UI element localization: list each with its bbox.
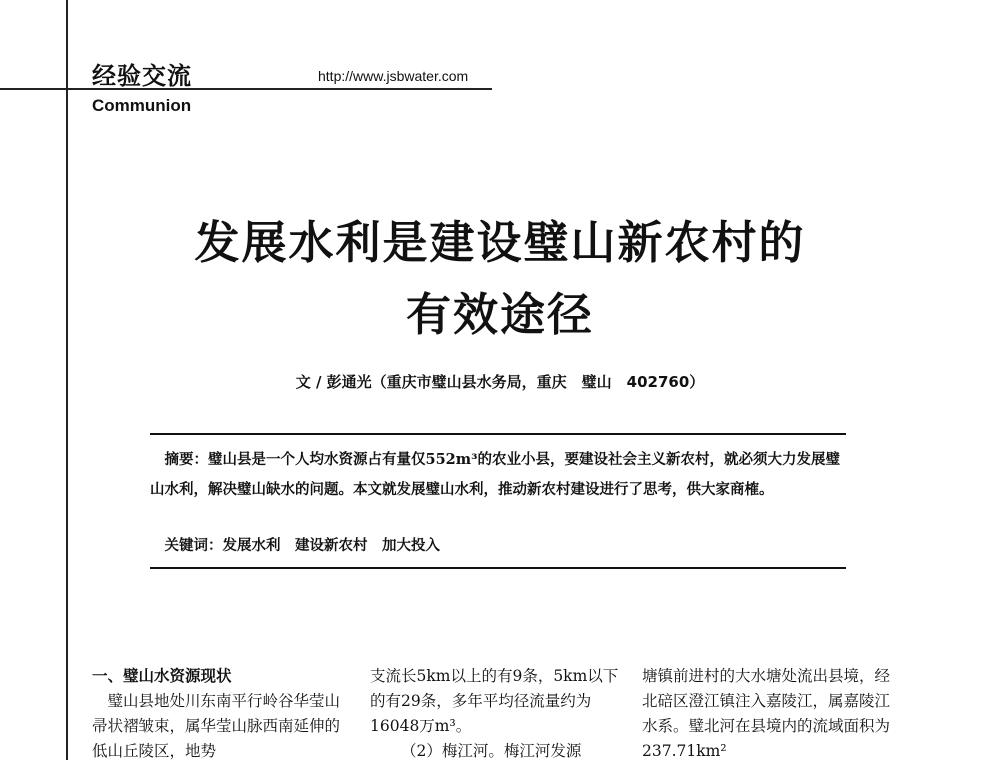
column-2-text-2 bbox=[370, 739, 622, 764]
website-url[interactable]: http://www.jsbwater.com bbox=[318, 68, 469, 84]
section-title: 经验交流 bbox=[92, 62, 192, 90]
column-1-text bbox=[92, 689, 344, 764]
article-title-line-1: 发展水利是建设璧山新农村的 bbox=[194, 216, 806, 269]
keywords-label: 关键词： bbox=[164, 537, 223, 554]
article-title-line-2: 有效途径 bbox=[405, 288, 594, 341]
body-column-2 bbox=[370, 664, 622, 764]
header-rule bbox=[0, 88, 492, 90]
column-2-text: 支流长5km以上的有9条，5km以下的有29条，多年平均径流量约为16048万m³。 bbox=[370, 667, 619, 735]
section-subtitle: Communion bbox=[92, 96, 192, 115]
abstract-block bbox=[150, 445, 846, 504]
abstract-text: 璧山县是一个人均水资源占有量仅552m³的农业小县，要建设社会主义新农村，就必须大力发展璧山水利，解决璧山缺水的问题。本文就发展璧山水利，推动新农村建设进行了思考，供大家商榷。 bbox=[150, 451, 840, 498]
abstract-label: 摘要： bbox=[164, 452, 208, 468]
keywords-text: 发展水利 建设新农村 加大投入 bbox=[222, 537, 440, 554]
column-2-paragraph-2: （2）梅江河。梅江河发源 bbox=[401, 742, 582, 760]
keywords-block bbox=[150, 534, 846, 555]
abstract-top-rule bbox=[150, 433, 846, 435]
author-byline: 文 / 彭通光（重庆市璧山县水务局，重庆 璧山 402760） bbox=[295, 373, 705, 391]
column-3-text: 塘镇前进村的大水塘处流出县境，经北碚区澄江镇注入嘉陵江，属嘉陵江水系。璧北河在县境内的流域面积为237.71km² bbox=[642, 667, 891, 760]
body-column-3 bbox=[642, 664, 894, 764]
body-column-1 bbox=[92, 664, 344, 764]
section-heading: 一、璧山水资源现状 bbox=[92, 667, 232, 685]
column-1-paragraph: 璧山县地处川东南平行岭谷华莹山帚状褶皱束，属华莹山脉西南延伸的低山丘陵区，地势 bbox=[92, 692, 341, 760]
abstract-bottom-rule bbox=[150, 567, 846, 569]
